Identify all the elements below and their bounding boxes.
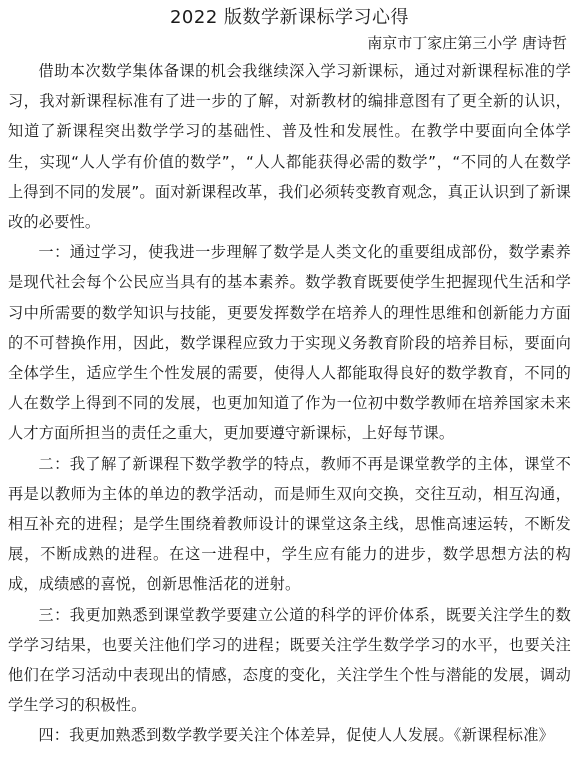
paragraph-section-3: 三：我更加熟悉到课堂教学要建立公道的科学的评价体系，既要关注学生的数学学习结果，也要关注他们学习的进程；既要关注学生数学学习的水平，也要关注他们在学习活动中表现出的情感，态度的变化，关注学生个性与潜能的发展，调动学生学习的积极性。 [8,605,571,715]
document-title: 2022 版数学新课标学习心得 [169,7,410,28]
paragraph-section-2: 二：我了解了新课程下数学教学的特点，教师不再是课堂教学的主体，课堂不再是以教师为主体的单边的教学活动，而是师生双向交换，交往互动，相互沟通，相互补充的进程；是学生围绕着教师设计的课堂这条主线，思惟高速运转，不断发展，不断成熟的进程。在这一进程中，学生应有能力的进步，数学思想方法的构成，成绩感的喜悦，创新思惟活花的迸射。 [8,454,571,594]
paragraph-section-4: 四：我更加熟悉到数学教学要关注个体差异，促使人人发展。《新课程标准》 [38,726,554,745]
paragraph-section-1: 一：通过学习，使我进一步理解了数学是人类文化的重要组成部份，数学素养是现代社会每个公民应当具有的基本素养。数学教育既要使学生把握现代生活和学习中所需要的数学知识与技能，更要发挥数学在培养人的理性思维和创新能力方面的不可替换作用，因此，数学课程应致力于实现义务教育阶段的培养目标，要面向全体学生，适应学生个性发展的需要，使得人人都能取得良好的数学教育，不同的人在数学上得到不同的发展，也更加知道了作为一位初中数学教师在培养国家未来人才方面所担当的责任之重大，更加要遵守新课标，上好每节课。 [8,243,571,443]
document-author: 南京市丁家庄第三小学 唐诗哲 [367,34,567,52]
paragraph-intro: 借助本次数学集体备课的机会我继续深入学习新课标，通过对新课程标准的学习，我对新课程标准有了进一步的了解，对新教材的编排意图有了更全新的认识，知道了新课程突出数学学习的基础性、普及性和发展性。在教学中要面向全体学生，实现“人人学有价值的数学”，“人人都能获得必需的数学”，“不同的人在数学上得到不同的发展”。面对新课程改革，我们必须转变教育观念，真正认识到了新课改的必要性。 [8,62,571,232]
